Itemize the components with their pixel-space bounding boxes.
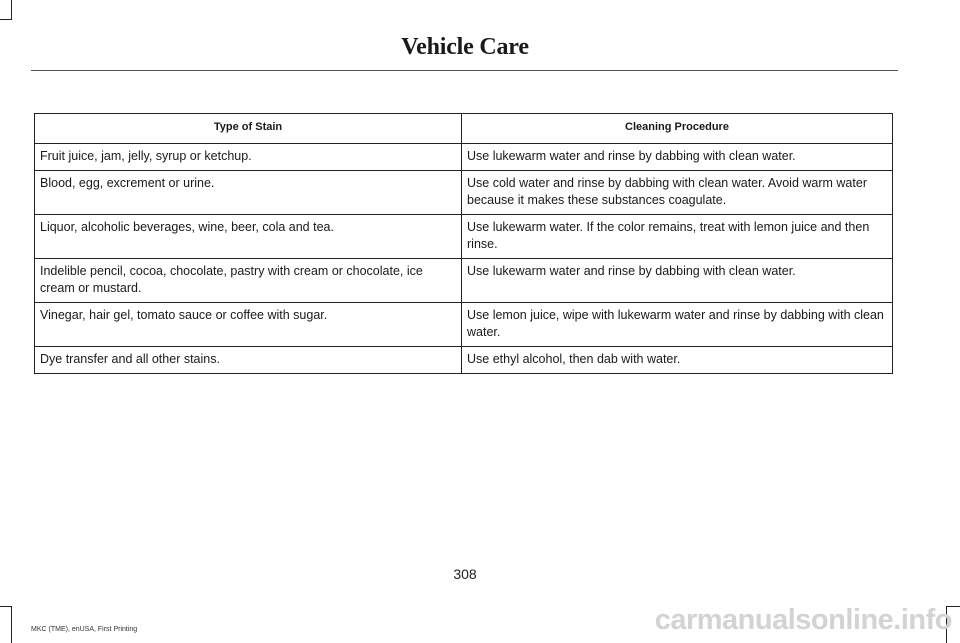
page-title: Vehicle Care xyxy=(401,34,529,60)
stain-type-cell: Blood, egg, excrement or urine. xyxy=(35,171,462,215)
header-type-of-stain: Type of Stain xyxy=(35,114,462,144)
procedure-cell: Use lukewarm water and rinse by dabbing with clean water. xyxy=(462,259,893,303)
procedure-cell: Use ethyl alcohol, then dab with water. xyxy=(462,347,893,374)
table-row xyxy=(35,259,893,303)
stain-cleaning-table xyxy=(34,113,893,374)
header-cleaning-procedure: Cleaning Procedure xyxy=(462,114,893,144)
procedure-cell: Use cold water and rinse by dabbing with clean water. Avoid warm water because it makes these substances coagulate. xyxy=(462,171,893,215)
crop-mark-bottom-left-v xyxy=(11,606,12,643)
stain-type-cell: Dye transfer and all other stains. xyxy=(35,347,462,374)
crop-mark-bottom-left-h xyxy=(0,606,12,607)
table-row xyxy=(35,347,893,374)
stain-type-cell: Liquor, alcoholic beverages, wine, beer, cola and tea. xyxy=(35,215,462,259)
procedure-cell: Use lukewarm water. If the color remains, treat with lemon juice and then rinse. xyxy=(462,215,893,259)
table-row xyxy=(35,171,893,215)
crop-mark-top-left-v xyxy=(11,0,12,20)
stain-type-cell: Vinegar, hair gel, tomato sauce or coffee with sugar. xyxy=(35,303,462,347)
table-row xyxy=(35,144,893,171)
footer-edition-text: MKC (TME), enUSA, First Printing xyxy=(31,626,138,633)
page-number: 308 xyxy=(453,566,477,582)
watermark-logo: carmanualsonline.info xyxy=(654,604,952,636)
title-rule xyxy=(31,70,898,71)
procedure-cell: Use lukewarm water and rinse by dabbing with clean water. xyxy=(462,144,893,171)
stain-type-cell: Indelible pencil, cocoa, chocolate, pastry with cream or chocolate, ice cream or mustard. xyxy=(35,259,462,303)
table-header-row xyxy=(35,114,893,144)
table-row xyxy=(35,303,893,347)
crop-mark-top-left-h xyxy=(0,19,12,20)
table-row xyxy=(35,215,893,259)
procedure-cell: Use lemon juice, wipe with lukewarm water and rinse by dabbing with clean water. xyxy=(462,303,893,347)
stain-type-cell: Fruit juice, jam, jelly, syrup or ketchup. xyxy=(35,144,462,171)
